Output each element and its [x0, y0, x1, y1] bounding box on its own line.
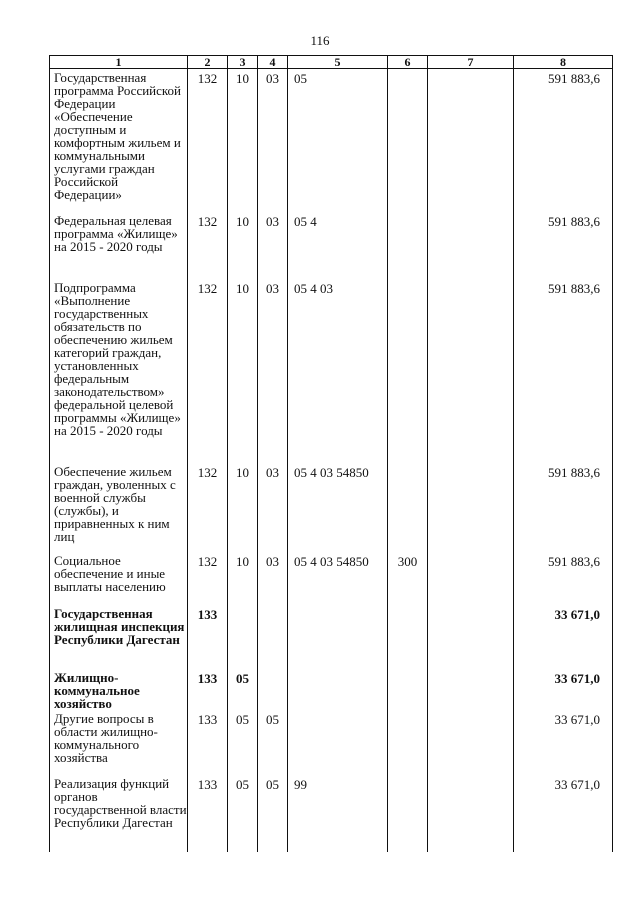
- row-section-code: 10: [228, 552, 258, 605]
- row-name: Подпрограмма «Выполнение государственных обязательств по обеспечению жильем категорий граждан, установленных федеральным законодательством» федеральной целевой программы «Жилище» на 2015 - 2020 годы: [50, 279, 188, 463]
- column-header-7: 7: [428, 56, 514, 69]
- budget-table-wrapper: [49, 55, 612, 852]
- row-name: Другие вопросы в области жилищно-коммунального хозяйства: [50, 710, 188, 775]
- table-row: [50, 463, 613, 552]
- row-section-code: 10: [228, 463, 258, 552]
- row-ministry-code: 133: [188, 775, 228, 852]
- column-header-5: 5: [288, 56, 388, 69]
- row-ministry-code: 132: [188, 552, 228, 605]
- row-section-code: 05: [228, 669, 258, 710]
- row-amount: 591 883,6: [514, 552, 613, 605]
- row-subsection-code: 03: [258, 463, 288, 552]
- row-ministry-code: 132: [188, 279, 228, 463]
- row-column-7: [428, 669, 514, 710]
- row-expense-type: [388, 669, 428, 710]
- column-header-8: 8: [514, 56, 613, 69]
- row-target-code: [288, 605, 388, 669]
- column-header-1: 1: [50, 56, 188, 69]
- row-subsection-code: 03: [258, 69, 288, 212]
- row-amount: 591 883,6: [514, 69, 613, 212]
- row-expense-type: [388, 69, 428, 212]
- row-section-code: 10: [228, 212, 258, 279]
- column-header-2: 2: [188, 56, 228, 69]
- row-expense-type: [388, 279, 428, 463]
- row-ministry-code: 132: [188, 69, 228, 212]
- row-subsection-code: 05: [258, 775, 288, 852]
- row-name: Государственная программа Российской Федерации «Обеспечение доступным и комфортным жильем и коммунальными услугами граждан Российской Федерации»: [50, 69, 188, 212]
- row-expense-type: 300: [388, 552, 428, 605]
- row-section-code: 10: [228, 69, 258, 212]
- row-expense-type: [388, 212, 428, 279]
- row-ministry-code: 133: [188, 669, 228, 710]
- table-row: [50, 775, 613, 852]
- row-name: Реализация функций органов государственной власти Республики Дагестан: [50, 775, 188, 852]
- row-subsection-code: 03: [258, 212, 288, 279]
- column-header-3: 3: [228, 56, 258, 69]
- row-ministry-code: 132: [188, 463, 228, 552]
- row-target-code: 05 4 03 54850: [288, 463, 388, 552]
- row-target-code: [288, 710, 388, 775]
- row-column-7: [428, 279, 514, 463]
- row-target-code: [288, 669, 388, 710]
- row-column-7: [428, 552, 514, 605]
- row-name: Жилищно-коммунальное хозяйство: [50, 669, 188, 710]
- row-target-code: 05 4 03: [288, 279, 388, 463]
- row-amount: 33 671,0: [514, 669, 613, 710]
- row-subsection-code: 03: [258, 279, 288, 463]
- table-row: [50, 552, 613, 605]
- row-target-code: 05 4: [288, 212, 388, 279]
- row-column-7: [428, 710, 514, 775]
- table-row: [50, 669, 613, 710]
- row-name: Социальное обеспечение и иные выплаты населению: [50, 552, 188, 605]
- table-row: [50, 279, 613, 463]
- table-row: [50, 69, 613, 212]
- row-subsection-code: [258, 669, 288, 710]
- row-subsection-code: [258, 605, 288, 669]
- row-name: Федеральная целевая программа «Жилище» на 2015 - 2020 годы: [50, 212, 188, 279]
- row-subsection-code: 05: [258, 710, 288, 775]
- row-column-7: [428, 212, 514, 279]
- row-section-code: 05: [228, 775, 258, 852]
- budget-table: [49, 55, 613, 852]
- page-number: 116: [310, 33, 330, 48]
- table-row: [50, 212, 613, 279]
- row-section-code: 05: [228, 710, 258, 775]
- row-amount: 591 883,6: [514, 212, 613, 279]
- row-target-code: 05 4 03 54850: [288, 552, 388, 605]
- row-column-7: [428, 463, 514, 552]
- table-row: [50, 710, 613, 775]
- row-target-code: 05: [288, 69, 388, 212]
- column-header-4: 4: [258, 56, 288, 69]
- row-ministry-code: 132: [188, 212, 228, 279]
- row-column-7: [428, 69, 514, 212]
- table-row: [50, 605, 613, 669]
- row-subsection-code: 03: [258, 552, 288, 605]
- row-ministry-code: 133: [188, 710, 228, 775]
- row-column-7: [428, 605, 514, 669]
- row-amount: 33 671,0: [514, 605, 613, 669]
- column-header-6: 6: [388, 56, 428, 69]
- row-amount: 591 883,6: [514, 279, 613, 463]
- row-expense-type: [388, 605, 428, 669]
- row-amount: 33 671,0: [514, 710, 613, 775]
- row-expense-type: [388, 710, 428, 775]
- row-name: Обеспечение жильем граждан, уволенных с военной службы (службы), и приравненных к ним лиц: [50, 463, 188, 552]
- row-target-code: 99: [288, 775, 388, 852]
- row-column-7: [428, 775, 514, 852]
- row-name: Государственная жилищная инспекция Республики Дагестан: [50, 605, 188, 669]
- row-expense-type: [388, 463, 428, 552]
- row-section-code: 10: [228, 279, 258, 463]
- row-section-code: [228, 605, 258, 669]
- row-expense-type: [388, 775, 428, 852]
- row-amount: 591 883,6: [514, 463, 613, 552]
- row-amount: 33 671,0: [514, 775, 613, 852]
- table-header-row: [50, 56, 613, 69]
- row-ministry-code: 133: [188, 605, 228, 669]
